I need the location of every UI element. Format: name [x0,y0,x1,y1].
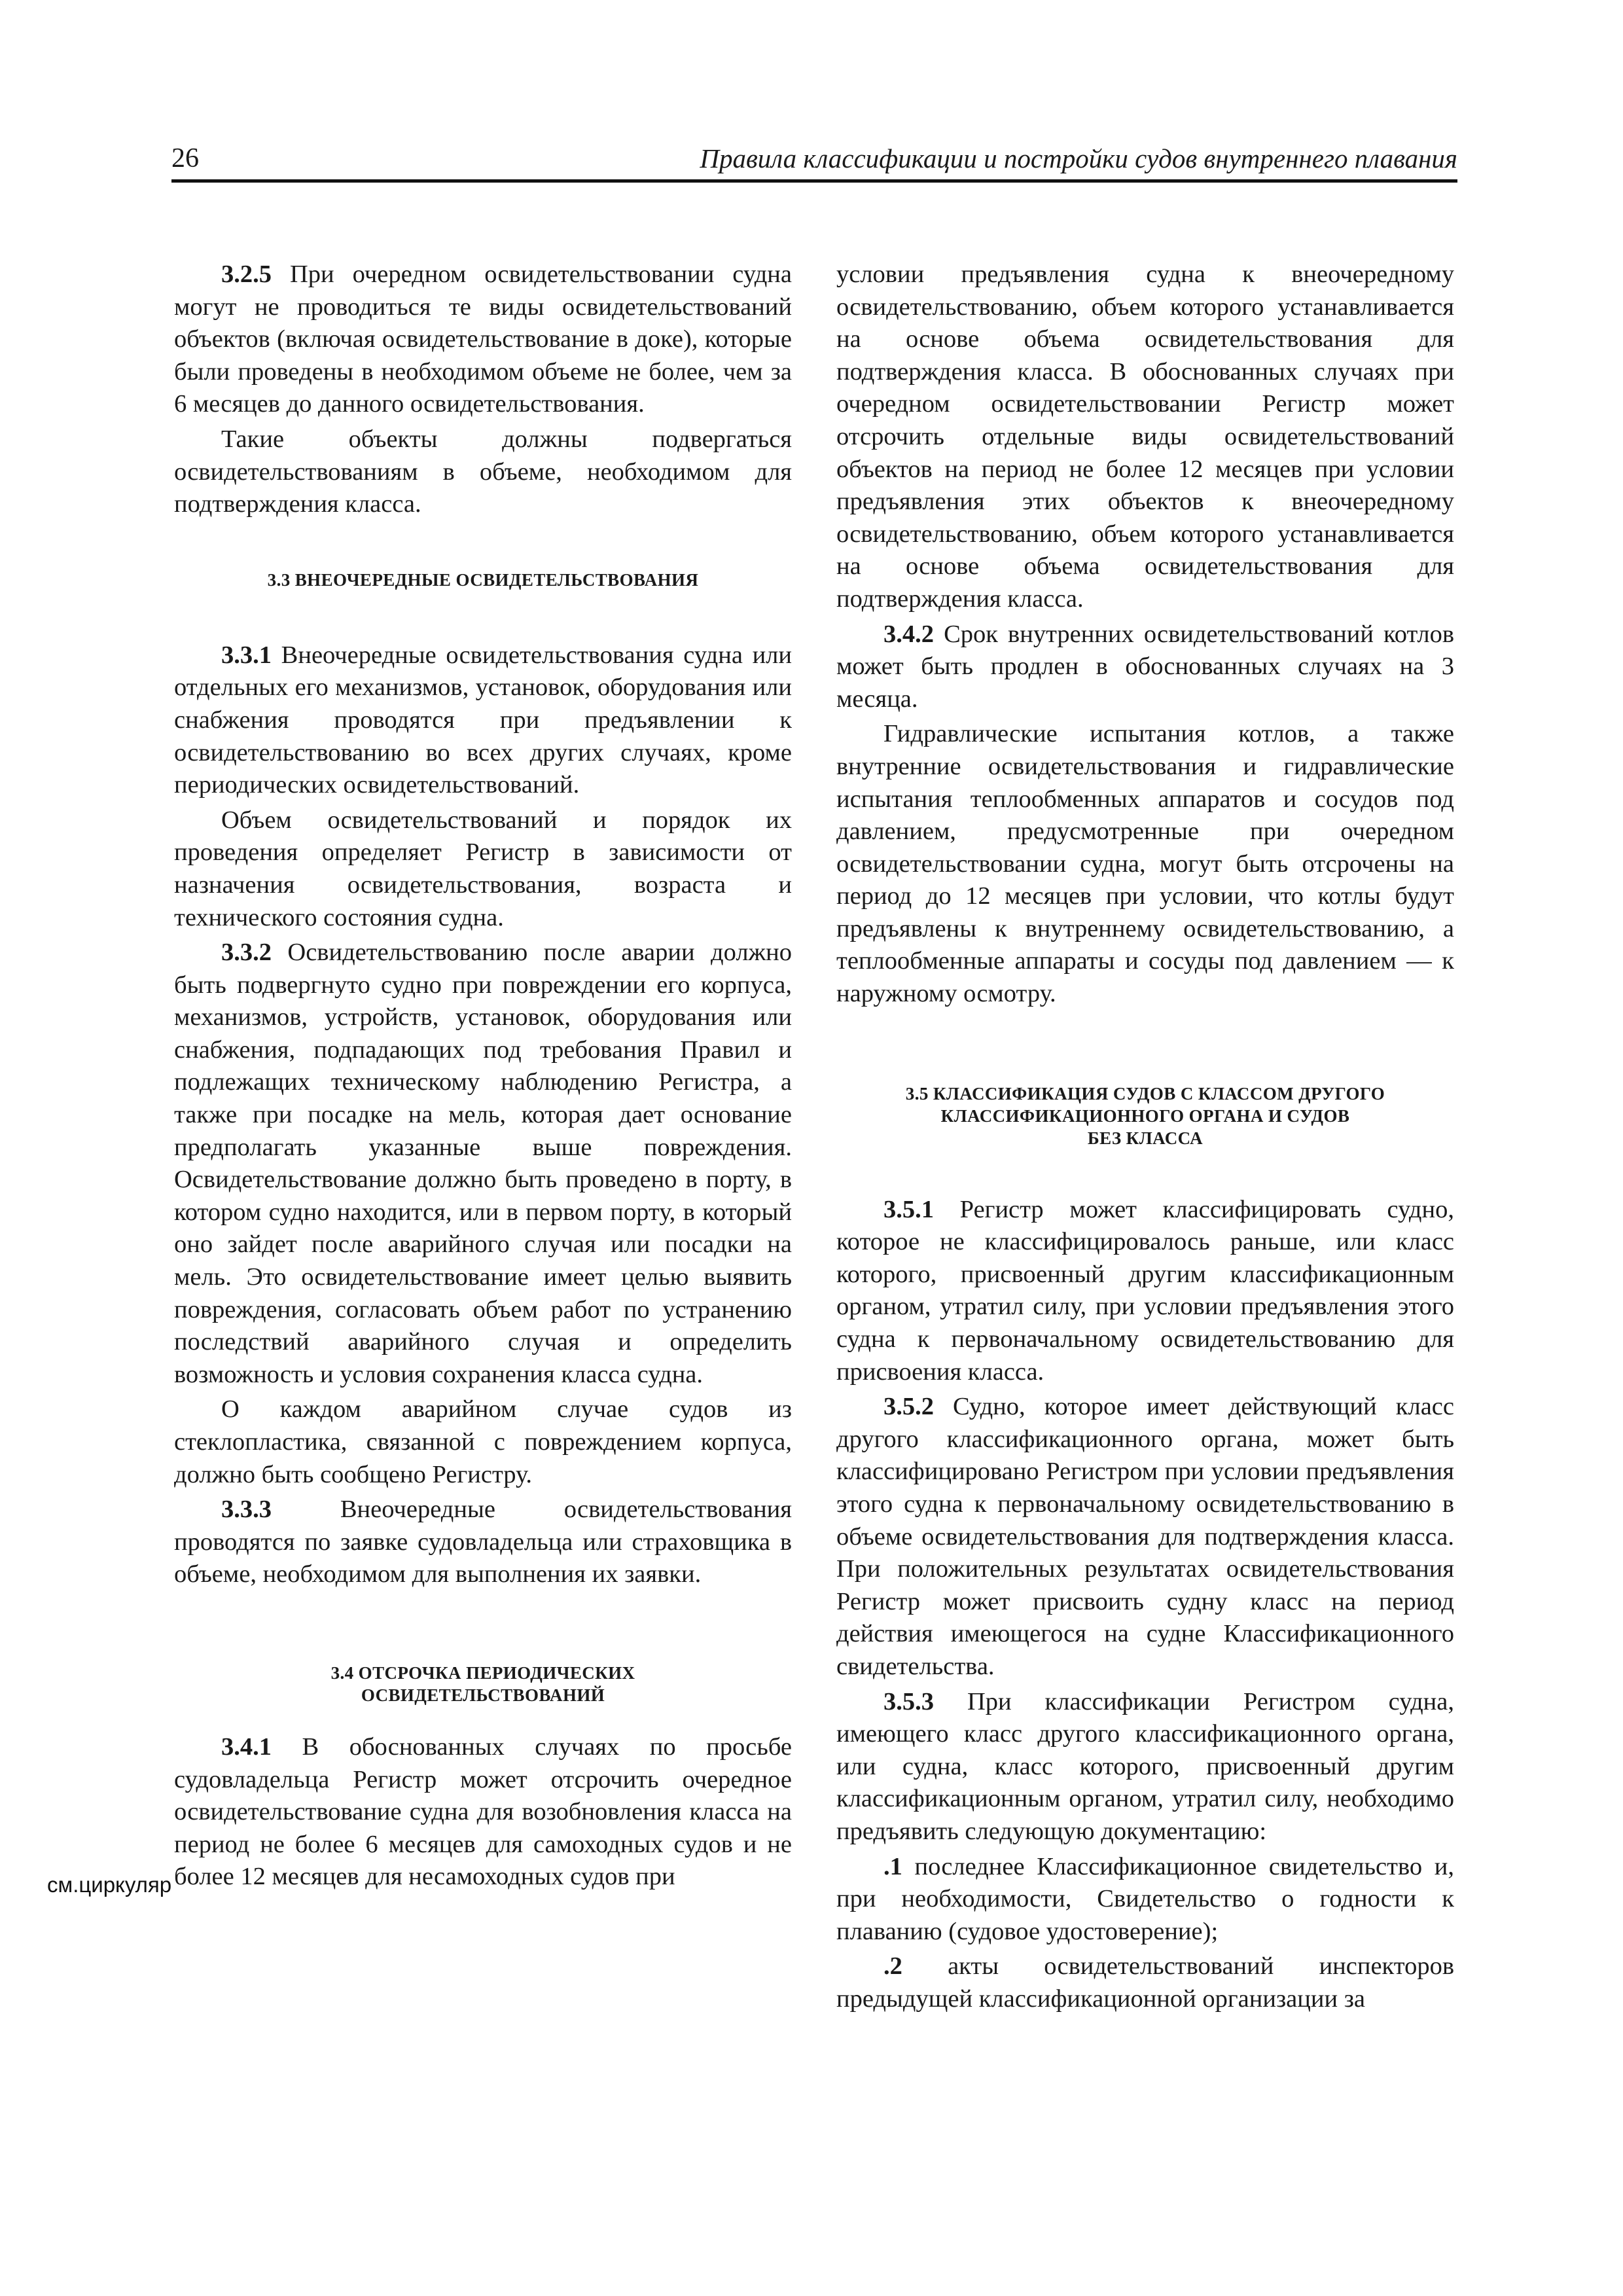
paragraph-text: Освидетельствованию после аварии должно быть подвергнуто судно при повреждении его корпуса, механизмов, устройств, установок, оборудования или снабжения, подпадающих под требования Правил и подлежащих техническому наблюдению Регистра, а также при посадке на мель, которая дает основание предполагать указанные выше повреждения. Освидетельствование должно быть проведено в порту, в котором судно находится, или в первом порту, в который оно зайдет после аварийного случая или посадки на мель. Это освидетельствование имеет целью выявить повреждения, согласовать объем работ по устранению последствий аварийного случая и определить возможность и условия сохранения класса судна. [174,939,792,1388]
paragraph-3-3-2 [174,937,792,1391]
heading-line: 3.4 ОТСРОЧКА ПЕРИОДИЧЕСКИХ [330,1662,635,1683]
list-item-1 [836,1851,1454,1948]
clause-number: 3.3.1 [221,641,272,669]
clause-number: 3.5.2 [883,1393,934,1421]
paragraph-3-2-5-cont: Такие объекты должны подвергаться освидетельствованиям в объеме, необходимом для подтверждения класса. [174,425,792,518]
page-header [171,137,1457,183]
paragraph-3-3-1 [174,639,792,802]
paragraph-text: Регистр может классифицировать судно, которое не классифицировалось раньше, или класс которого, присвоенный другим классификационным органом, утратил силу, при условии предъявления этого судна к первоначальному освидетельствованию для присвоения класса. [836,1195,1454,1386]
heading-line: БЕЗ КЛАССА [1087,1128,1204,1148]
section-heading-3-5 [836,1083,1454,1149]
clause-number: 3.5.3 [883,1687,934,1715]
paragraph-text: При классификации Регистром судна, имеющего класс другого классификационного органа, или судна, класс которого, присвоенный другим классификационным органом, утратил силу, необходимо предъявить следующую документацию: [836,1687,1454,1845]
paragraph-text: Внеочередные освидетельствования судна или отдельных его механизмов, установок, оборудования или снабжения проводятся при предъявлении к освидетельствованию во всех других случаях, кроме периодических освидетельствований. [174,641,792,799]
paragraph-3-4-2-cont: Гидравлические испытания котлов, а также внутренние освидетельствования и гидравлические испытания теплообменных аппаратов и сосудов под давлением, предусмотренные при очередном освидетельствовании судна, могут быть отсрочены на период до 12 месяцев при условии, что котлы будут предъявлены к внутреннему освидетельствованию, а теплообменные аппараты и сосуды под давлением — к наружному осмотру. [836,720,1454,1008]
item-text: последнее Классификационное свидетельство и, при необходимости, Свидетельство о годности к плаванию (судовое удостоверение); [836,1852,1454,1945]
paragraph-text: Срок внутренних освидетельствований котлов может быть продлен в обоснованных случаях на 3 месяца. [836,620,1454,713]
paragraph-3-5-2 [836,1391,1454,1683]
section-heading-3-4 [174,1662,792,1706]
clause-number: 3.5.1 [883,1195,934,1223]
paragraph-text: При очередном освидетельствовании судна могут не проводиться те виды освидетельствований объектов (включая освидетельствование в доке), которые были проведены в необходимом объеме не более, чем за 6 месяцев до данного освидетельствования. [174,260,792,418]
running-title: Правила классификации и постройки судов внутреннего плавания [700,143,1457,173]
paragraph-3-5-1 [836,1194,1454,1389]
paragraph-3-5-3 [836,1686,1454,1848]
paragraph-3-3-3 [174,1494,792,1591]
clause-number: 3.4.2 [883,620,934,648]
clause-number: 3.4.1 [221,1732,272,1761]
page-number: 26 [171,143,199,173]
heading-line: КЛАССИФИКАЦИОННОГО ОРГАНА И СУДОВ [940,1105,1350,1126]
item-number: .1 [883,1852,902,1880]
paragraph-3-3-1-cont: Объем освидетельствований и порядок их проведения определяет Регистр в зависимости от назначения освидетельствования, возраста и технического состояния судна. [174,806,792,931]
paragraph-3-3-2-cont: О каждом аварийном случае судов из стеклопластика, связанной с повреждением корпуса, должно быть сообщено Регистру. [174,1395,792,1488]
paragraph-3-4-2 [836,619,1454,716]
right-column [836,259,1454,2016]
paragraph-3-4-1-cont: условии предъявления судна к внеочередному освидетельствованию, объем которого устанавливается на основе объема освидетельствования для подтверждения класса. В обоснованных случаях при очередном освидетельствовании Регистр может отсрочить отдельные виды освидетельствований объектов на период не более 12 месяцев при условии предъявления этих объектов к внеочередному освидетельствованию, объем которого устанавливается на основе объема освидетельствования для подтверждения класса. [836,260,1454,613]
paragraph-text: Судно, которое имеет действующий класс другого классификационного органа, может быть классифицировано Регистром при условии предъявления этого судна к первоначальному освидетельствованию в объеме освидетельствования для подтверждения класса. При положительных результатах освидетельствования Регистр может присвоить судну класс на период действия имеющегося на судне Классификационного свидетельства. [836,1393,1454,1680]
clause-number: 3.3.3 [221,1496,272,1524]
clause-number: 3.2.5 [221,260,272,288]
paragraph-3-4-1 [174,1731,792,1893]
section-heading-3-3: 3.3 ВНЕОЧЕРЕДНЫЕ ОСВИДЕТЕЛЬСТВОВАНИЯ [267,569,699,590]
item-text: акты освидетельствований инспекторов предыдущей классификационной организации за [836,1952,1454,2013]
heading-line: 3.5 КЛАССИФИКАЦИЯ СУДОВ С КЛАССОМ ДРУГОГО [905,1083,1385,1103]
left-column [174,259,792,1893]
paragraph-text: Внеочередные освидетельствования проводятся по заявке судовладельца или страховщика в объеме, необходимом для выполнения их заявки. [174,1496,792,1588]
heading-line: ОСВИДЕТЕЛЬСТВОВАНИЙ [361,1685,605,1705]
list-item-2 [836,1950,1454,2015]
paragraph-text: В обоснованных случаях по просьбе судовладельца Регистр может отсрочить очередное освидетельствование судна для возобновления класса на период не более 6 месяцев для самоходных судов и не более 12 месяцев для несамоходных судов при [174,1732,792,1891]
paragraph-3-2-5 [174,259,792,421]
clause-number: 3.3.2 [221,939,272,967]
margin-note-circular-link[interactable]: см.циркуляр [47,1873,172,1897]
item-number: .2 [883,1952,902,1981]
